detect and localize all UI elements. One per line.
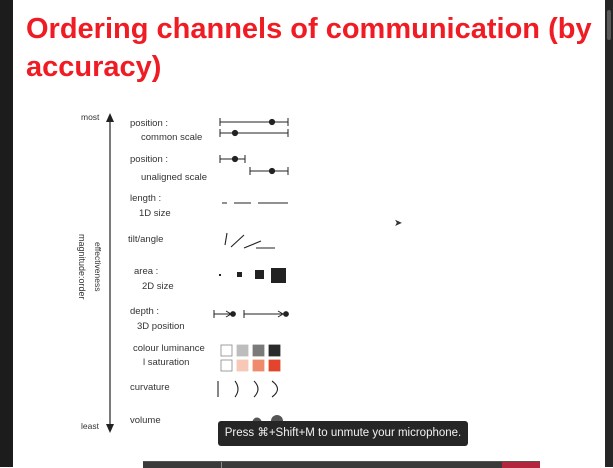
sat-row-swatch-3	[269, 360, 280, 371]
tilt-angle-glyph	[225, 233, 275, 248]
axis-label-magnitude-order: magnitude:order	[77, 234, 87, 300]
lum-row-swatch-0	[221, 345, 232, 356]
channel-label-position-common: position :	[130, 118, 169, 129]
channel-label-depth: depth :	[130, 306, 160, 317]
channel-sublabel-common-scale: common scale	[141, 132, 203, 143]
channel-label-length: length :	[130, 193, 162, 204]
lum-row-swatch-1	[237, 345, 248, 356]
axis-label-least: least	[81, 421, 99, 431]
lum-row-swatch-3	[269, 345, 280, 356]
mouse-cursor-icon: ➤	[394, 218, 403, 229]
channel-label-area: area :	[134, 266, 159, 277]
sat-row-swatch-1	[237, 360, 248, 371]
depth-glyph	[214, 310, 288, 318]
curvature-glyph	[218, 381, 278, 397]
channel-label-curvature: curvature	[130, 382, 170, 393]
position-common-scale-glyph	[220, 118, 288, 137]
toolbar-divider	[221, 462, 222, 468]
channel-label-position-unaligned: position :	[130, 154, 169, 165]
sat-row-swatch-0	[221, 360, 232, 371]
axis-arrow-down	[106, 424, 114, 433]
lum-row-swatch-2	[253, 345, 264, 356]
unmute-toast: Press ⌘+Shift+M to unmute your microphone.	[218, 421, 468, 446]
axis-label-effectiveness: effectiveness	[93, 242, 103, 292]
slide-title: Ordering channels of communication (by accuracy)	[26, 13, 592, 83]
sat-row-swatch-2	[253, 360, 264, 371]
channel-sublabel-2d-size: 2D size	[142, 281, 174, 292]
channel-label-volume: volume	[130, 415, 161, 426]
channel-label-tilt-angle: tilt/angle	[128, 234, 164, 245]
axis-label-most: most	[81, 112, 100, 122]
channel-sublabel-3d-position: 3D position	[137, 321, 185, 332]
saturation-swatches	[221, 360, 280, 371]
toolbar-end-button[interactable]	[502, 462, 540, 468]
channel-sublabel-1d-size: 1D size	[139, 208, 171, 219]
area-glyph	[219, 268, 286, 283]
position-unaligned-scale-glyph	[220, 155, 288, 175]
channel-sublabel-unaligned-scale: unaligned scale	[141, 172, 208, 183]
channel-sublabel-saturation: l saturation	[143, 357, 190, 368]
luminance-swatches	[221, 345, 280, 356]
channel-label-colour-luminance: colour luminance	[133, 343, 205, 354]
axis-arrow-up	[106, 113, 114, 122]
